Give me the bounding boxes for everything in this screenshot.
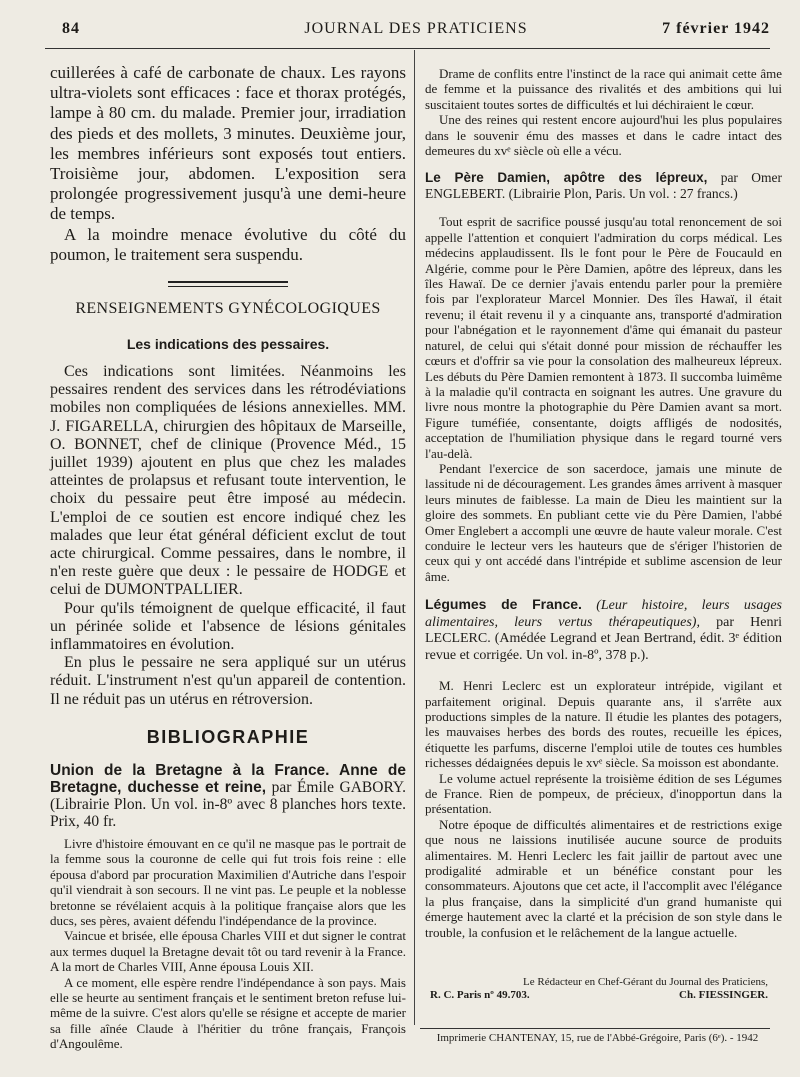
- journal-title: JOURNAL DES PRATICIENS: [304, 20, 528, 37]
- book-entry-bretagne: [50, 762, 406, 830]
- right-column: [425, 66, 782, 940]
- paragraph-volume: Le volume actuel représente la troisième édition de ses Légumes de France. Rien de pompeux, de précieux, d'inopportun dans la présentation.: [425, 770, 782, 817]
- book-entry-damien: [425, 170, 782, 202]
- paragraph-reines: Une des reines qui restent encore aujourd'hui les plus populaires dans le souvenir ému des masses et dans le cadre intact des demeures du xvᵉ siècle où elle a vécu.: [425, 112, 782, 159]
- paragraph-vaincue: Vaincue et brisée, elle épousa Charles VIII et dut signer le contrat aux termes duquel la Bretagne devait tôt ou tard revenir à la France. A la mort de Charles VIII, Anne épousa Louis XII.: [50, 928, 406, 975]
- header-rule: [45, 48, 770, 49]
- book-entry-legumes: [425, 596, 782, 664]
- paragraph-leclerc: M. Henri Leclerc est un explorateur intrépide, vigilant et parfaitement original. Depuis quarante ans, il s'arrête aux productions simples de la nature. Il étudie les plantes des potagers, les mauvaises herbes des bords des routes, recueille les épices, étiquette les parfums, discerne l'emploi utile de toutes ces humbles richesses dédaignées depuis le xvᵉ siècle. Sa moisson est abondante.: [425, 678, 782, 771]
- section-title-gynecologiques: RENSEIGNEMENTS GYNÉCOLOGIQUES: [75, 300, 381, 318]
- book-info-damien: par Omer ENGLEBERT. (Librairie Plon, Paris. Un vol. : 27 francs.): [425, 170, 782, 202]
- page-header: [62, 20, 770, 44]
- bibliographie-title: BIBLIOGRAPHIE: [146, 726, 310, 747]
- issue-date: 7 février 1942: [662, 20, 770, 37]
- paragraph-epoque: Notre époque de difficultés alimentaires et de restrictions exige que nous ne laissions inutilisée aucune source de produits alimentaires. M. Henri Leclerc les fait jaillir de partout avec une prodigalité admirable et un bénéfice constant pour les consommateurs. Ajoutons que cet acte, il l'accomplit avec l'élégance la plus française, dans la simplicité d'un grand humaniste qui émerge hautement avec la clarté et la précision de son style dans le trouble, la confusion et le relâchement de la langue actuelle.: [425, 816, 782, 940]
- editor-footer: [430, 976, 768, 1002]
- paragraph-esprit-sacrifice: Tout esprit de sacrifice poussé jusqu'au total renoncement de soi appelle l'attention et conquiert l'admiration du corps médical. Les médecins applaudissent. Ils le font pour le Père de Foucauld en Algérie, comme pour le Père Damien, apôtre des lépreux, dans les îles Hawaï. De ce dernier j'avais entendu parler pour la première fois par l'explorateur Marcel Monnier. Des îles Hawaï, il était revenu; il était revenu il y a cinquante ans, transporté d'admiration pour l'abnégation et le rayonnement d'âme qui émanait du pasteur naturel, de celui qui s'était donné pour mission de réchauffer les cœurs et d'offrir sa vie pour la consolation des malheureux lépreux. Les débuts du Père Damien remontent à 1873. Il succomba luimême à la maladie qu'il contracta en soignant les autres. Une gravure du livre nous montre la photographie du Père Damien avant sa mort. Figure tuméfiée, consentante, doigts affligés de nodosités, acceptation de l'humiliation physique dans le regard tourné vers l'au-delà.: [425, 214, 782, 461]
- paragraph-poumon: A la moindre menace évolutive du côté du poumon, le traitement sera suspendu.: [50, 224, 406, 264]
- paragraph-sacerdoce: Pendant l'exercice de son sacerdoce, jamais une minute de lassitude ni de découragement. Les grandes âmes arrivent à masquer leurs minutes de faiblesse. La main de Dieu les maintient sur la gloire des sommets. En publiant cette vie du Père Damien, l'abbé Omer Englebert a accompli une œuvre de haute valeur morale. C'est conduire le lecteur vers les hauteurs que de s'ériger l'historien de ceux qui y ont accédé dans l'intrépide et sublime ascension de leur âme.: [425, 460, 782, 584]
- left-column: [50, 63, 406, 1052]
- paragraph-drame: Drame de conflits entre l'instinct de la race qui animait cette âme de femme et la puissance des rivalités et des ambitions qui lui suscitaient toutes sortes de difficultés et lui déchiraient le cœur.: [425, 66, 782, 112]
- editor-signature: Ch. FIESSINGER.: [679, 989, 768, 1001]
- paragraph-carbonate: cuillerées à café de carbonate de chaux. Les rayons ultra-violets sont efficaces : face et thorax protégés, lampe à 80 cm. du malade. Premier jour, irradiation des pieds et des mollets, 3 minutes. Deuxième jour, les membres inférieurs sont exposés tout entiers. Troisième jour, abdomen. L'exposition sera prolongée progressivement jusqu'à une demi-heure de temps.: [50, 63, 406, 224]
- paragraph-efficacite: Pour qu'ils témoignent de quelque efficacité, il faut un périnée solide et l'absence de lésions génitales inflammatoires en évolution.: [50, 599, 406, 654]
- paragraph-livre-histoire: Livre d'histoire émouvant en ce qu'il ne masque pas le portrait de la femme sous la couronne de celle qui fut trois fois reine : elle épousa d'abord par procuration Maximilien d'Autriche dans l'espoir qu'il viendrait à son secours. Il ne vint pas. Le peuple et la noblesse bretonne se révélaient acquis à la politique française alors que les ducs, ses pères, avaient défendu l'indépendance de la province.: [50, 835, 406, 928]
- editor-line: Le Rédacteur en Chef-Gérant du Journal des Praticiens,: [523, 976, 768, 988]
- subsection-title-pessaires: Les indications des pessaires.: [126, 336, 330, 353]
- book-info-legumes: par Henri LECLERC. (Amédée Legrand et Jean Bertrand, édit. 3ᵉ édition revue et corrigée. Un vol. in-8º, 378 p.).: [425, 614, 782, 663]
- paragraph-indications: Ces indications sont limitées. Néanmoins les pessaires rendent des services dans les rétrodéviations mobiles non compliquées de lésions annexielles. MM. J. FIGARELLA, chirurgien des hôpitaux de Marseille, O. BONNET, chef de clinique (Provence Méd., 15 juillet 1939) ajoutent en plus que chez les malades atteintes de prolapsus et refusant toute intervention, le choix du pessaire peut être imposé au médecin. L'emploi de ce soutien est encore indiqué chez les malades que leur état général déficient exclut de tout acte chirurgical. Comme pessaires, dans le nombre, il n'en reste guère que deux : le pessaire de HODGE et celui de DUMONTPALLIER.: [50, 363, 406, 599]
- book-info-bretagne: par Émile GABORY. (Librairie Plon. Un vol. in-8º avec 8 planches hors texte. Prix, 40 fr.: [50, 778, 406, 830]
- registry-number: R. C. Paris nº 49.703.: [430, 989, 530, 1001]
- page-number: 84: [62, 20, 80, 37]
- book-title-bretagne: Union de la Bretagne à la France. Anne de Bretagne, duchesse et reine,: [50, 761, 406, 796]
- paragraph-contention: En plus le pessaire ne sera appliqué sur un utérus réduit. L'instrument n'est qu'un appareil de contention. Il ne réduit pas un utérus en rétroversion.: [50, 654, 406, 708]
- book-subtitle-legumes: (Leur histoire, leurs usages alimentaires, leurs vertus thérapeutiques),: [425, 598, 782, 630]
- printer-imprint: Imprimerie CHANTENAY, 15, rue de l'Abbé-Grégoire, Paris (6ᵉ). - 1942: [436, 1032, 759, 1044]
- footer-rule: [420, 1028, 770, 1029]
- book-title-damien: Le Père Damien, apôtre des lépreux,: [425, 170, 708, 186]
- book-title-legumes: Légumes de France.: [425, 596, 582, 613]
- paragraph-ce-moment: A ce moment, elle espère rendre l'indépendance à son pays. Mais elle se heurte au sentiment français et le sentiment breton refuse lui-même de la suivre. C'est alors qu'elle se résigne et accepte de marier sa fille aînée Claude à l'héritier du trône français, François d'Angoulême.: [50, 974, 406, 1052]
- column-divider: [414, 50, 415, 1025]
